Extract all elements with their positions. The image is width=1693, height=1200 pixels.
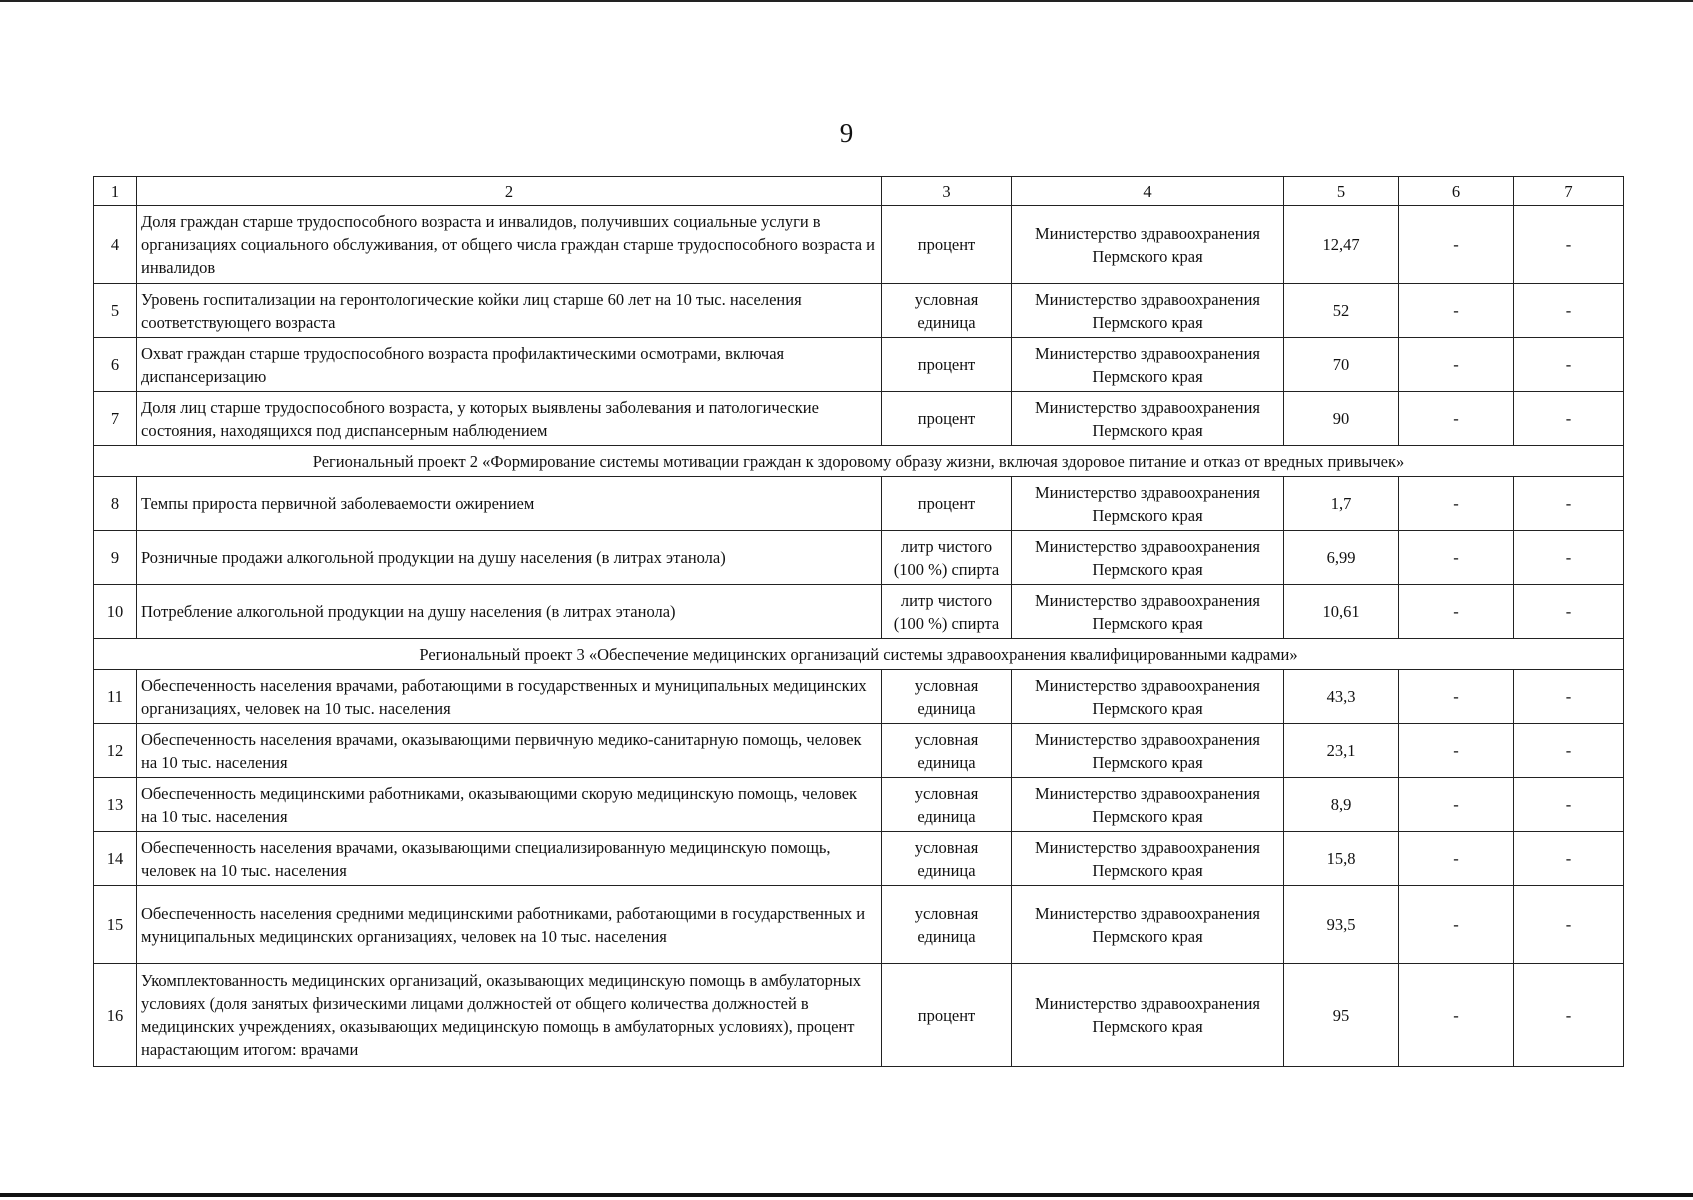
target-value-cell: 10,61 [1284, 585, 1399, 639]
column-6-cell: - [1399, 724, 1514, 778]
row-number-cell: 14 [94, 832, 137, 886]
target-value-cell: 70 [1284, 338, 1399, 392]
column-number-row [94, 177, 1624, 206]
column-7-cell: - [1514, 778, 1624, 832]
column-number-cell: 3 [882, 177, 1012, 206]
indicator-name-cell: Обеспеченность населения средними медицинскими работниками, работающими в государственных и муниципальных медицинских организациях, человек на 10 тыс. населения [137, 886, 882, 964]
responsible-agency-cell: Министерство здравоохранения Пермского края [1012, 477, 1284, 531]
page-number: 9 [839, 118, 854, 148]
column-6-cell: - [1399, 778, 1514, 832]
column-number-cell: 6 [1399, 177, 1514, 206]
table-row [94, 778, 1624, 832]
indicators-table [93, 176, 1624, 1067]
indicator-name-cell: Розничные продажи алкогольной продукции на душу населения (в литрах этанола) [137, 531, 882, 585]
target-value-cell: 1,7 [1284, 477, 1399, 531]
responsible-agency-cell: Министерство здравоохранения Пермского края [1012, 832, 1284, 886]
column-6-cell: - [1399, 964, 1514, 1067]
indicator-name-cell: Охват граждан старше трудоспособного возраста профилактическими осмотрами, включая диспансеризацию [137, 338, 882, 392]
row-number-cell: 16 [94, 964, 137, 1067]
row-number-cell: 11 [94, 670, 137, 724]
column-6-cell: - [1399, 670, 1514, 724]
row-number-cell: 10 [94, 585, 137, 639]
column-7-cell: - [1514, 284, 1624, 338]
column-7-cell: - [1514, 585, 1624, 639]
column-7-cell: - [1514, 886, 1624, 964]
row-number-cell: 6 [94, 338, 137, 392]
target-value-cell: 43,3 [1284, 670, 1399, 724]
column-6-cell: - [1399, 585, 1514, 639]
table-row [94, 477, 1624, 531]
column-6-cell: - [1399, 531, 1514, 585]
indicator-name-cell: Обеспеченность населения врачами, работающими в государственных и муниципальных медицинских организациях, человек на 10 тыс. населения [137, 670, 882, 724]
column-7-cell: - [1514, 338, 1624, 392]
column-7-cell: - [1514, 832, 1624, 886]
table-row [94, 724, 1624, 778]
indicator-name-cell: Обеспеченность населения врачами, оказывающими первичную медико-санитарную помощь, человек на 10 тыс. населения [137, 724, 882, 778]
section-title: Региональный проект 3 «Обеспечение медицинских организаций системы здравоохранения квалифицированными кадрами» [94, 639, 1624, 670]
responsible-agency-cell: Министерство здравоохранения Пермского края [1012, 392, 1284, 446]
indicator-name-cell: Темпы прироста первичной заболеваемости ожирением [137, 477, 882, 531]
unit-cell: процент [882, 964, 1012, 1067]
unit-cell: условная единица [882, 886, 1012, 964]
column-number-cell: 1 [94, 177, 137, 206]
column-6-cell: - [1399, 886, 1514, 964]
table-row [94, 670, 1624, 724]
column-7-cell: - [1514, 392, 1624, 446]
target-value-cell: 8,9 [1284, 778, 1399, 832]
column-number-cell: 4 [1012, 177, 1284, 206]
unit-cell: процент [882, 392, 1012, 446]
unit-cell: условная единица [882, 670, 1012, 724]
responsible-agency-cell: Министерство здравоохранения Пермского края [1012, 206, 1284, 284]
column-7-cell: - [1514, 670, 1624, 724]
indicator-name-cell: Обеспеченность населения врачами, оказывающими специализированную медицинскую помощь, человек на 10 тыс. населения [137, 832, 882, 886]
target-value-cell: 12,47 [1284, 206, 1399, 284]
unit-cell: литр чистого (100 %) спирта [882, 531, 1012, 585]
column-6-cell: - [1399, 206, 1514, 284]
column-number-cell: 2 [137, 177, 882, 206]
responsible-agency-cell: Министерство здравоохранения Пермского края [1012, 338, 1284, 392]
column-6-cell: - [1399, 392, 1514, 446]
target-value-cell: 15,8 [1284, 832, 1399, 886]
target-value-cell: 95 [1284, 964, 1399, 1067]
responsible-agency-cell: Министерство здравоохранения Пермского края [1012, 585, 1284, 639]
unit-cell: процент [882, 477, 1012, 531]
row-number-cell: 5 [94, 284, 137, 338]
table-row [94, 531, 1624, 585]
section-header-row [94, 639, 1624, 670]
responsible-agency-cell: Министерство здравоохранения Пермского края [1012, 724, 1284, 778]
unit-cell: условная единица [882, 832, 1012, 886]
table-row [94, 284, 1624, 338]
indicator-name-cell: Доля граждан старше трудоспособного возраста и инвалидов, получивших социальные услуги в организациях социального обслуживания, от общего числа граждан старше трудоспособного возраста и инвалидов [137, 206, 882, 284]
column-6-cell: - [1399, 284, 1514, 338]
column-7-cell: - [1514, 477, 1624, 531]
table-row [94, 585, 1624, 639]
column-7-cell: - [1514, 206, 1624, 284]
column-6-cell: - [1399, 477, 1514, 531]
table-row [94, 832, 1624, 886]
unit-cell: условная единица [882, 284, 1012, 338]
unit-cell: литр чистого (100 %) спирта [882, 585, 1012, 639]
table-row [94, 886, 1624, 964]
indicator-name-cell: Уровень госпитализации на геронтологические койки лиц старше 60 лет на 10 тыс. населения соответствующего возраста [137, 284, 882, 338]
column-7-cell: - [1514, 724, 1624, 778]
row-number-cell: 7 [94, 392, 137, 446]
unit-cell: условная единица [882, 724, 1012, 778]
row-number-cell: 15 [94, 886, 137, 964]
table-row [94, 338, 1624, 392]
responsible-agency-cell: Министерство здравоохранения Пермского края [1012, 670, 1284, 724]
indicator-name-cell: Потребление алкогольной продукции на душу населения (в литрах этанола) [137, 585, 882, 639]
target-value-cell: 52 [1284, 284, 1399, 338]
indicator-name-cell: Обеспеченность медицинскими работниками, оказывающими скорую медицинскую помощь, человек на 10 тыс. населения [137, 778, 882, 832]
responsible-agency-cell: Министерство здравоохранения Пермского края [1012, 531, 1284, 585]
responsible-agency-cell: Министерство здравоохранения Пермского края [1012, 284, 1284, 338]
table-row [94, 392, 1624, 446]
responsible-agency-cell: Министерство здравоохранения Пермского края [1012, 778, 1284, 832]
column-number-cell: 5 [1284, 177, 1399, 206]
scan-bottom-edge [0, 1193, 1693, 1197]
section-title: Региональный проект 2 «Формирование системы мотивации граждан к здоровому образу жизни, включая здоровое питание и отказ от вредных привычек» [94, 446, 1624, 477]
indicator-name-cell: Укомплектованность медицинских организаций, оказывающих медицинскую помощь в амбулаторных условиях (доля занятых физическими лицами должностей от общего количества должностей в медицинских учреждениях, оказывающих медицинскую помощь в амбулаторных условиях), процент нарастающим итогом: врачами [137, 964, 882, 1067]
unit-cell: процент [882, 338, 1012, 392]
column-6-cell: - [1399, 832, 1514, 886]
row-number-cell: 4 [94, 206, 137, 284]
row-number-cell: 8 [94, 477, 137, 531]
target-value-cell: 6,99 [1284, 531, 1399, 585]
column-number-cell: 7 [1514, 177, 1624, 206]
row-number-cell: 12 [94, 724, 137, 778]
responsible-agency-cell: Министерство здравоохранения Пермского края [1012, 964, 1284, 1067]
column-7-cell: - [1514, 531, 1624, 585]
indicator-name-cell: Доля лиц старше трудоспособного возраста, у которых выявлены заболевания и патологические состояния, находящихся под диспансерным наблюдением [137, 392, 882, 446]
table-body [94, 177, 1624, 1067]
table-row [94, 206, 1624, 284]
responsible-agency-cell: Министерство здравоохранения Пермского края [1012, 886, 1284, 964]
target-value-cell: 93,5 [1284, 886, 1399, 964]
column-6-cell: - [1399, 338, 1514, 392]
scan-top-edge [0, 0, 1693, 2]
row-number-cell: 9 [94, 531, 137, 585]
unit-cell: условная единица [882, 778, 1012, 832]
unit-cell: процент [882, 206, 1012, 284]
target-value-cell: 23,1 [1284, 724, 1399, 778]
column-7-cell: - [1514, 964, 1624, 1067]
row-number-cell: 13 [94, 778, 137, 832]
table-row [94, 964, 1624, 1067]
section-header-row [94, 446, 1624, 477]
target-value-cell: 90 [1284, 392, 1399, 446]
